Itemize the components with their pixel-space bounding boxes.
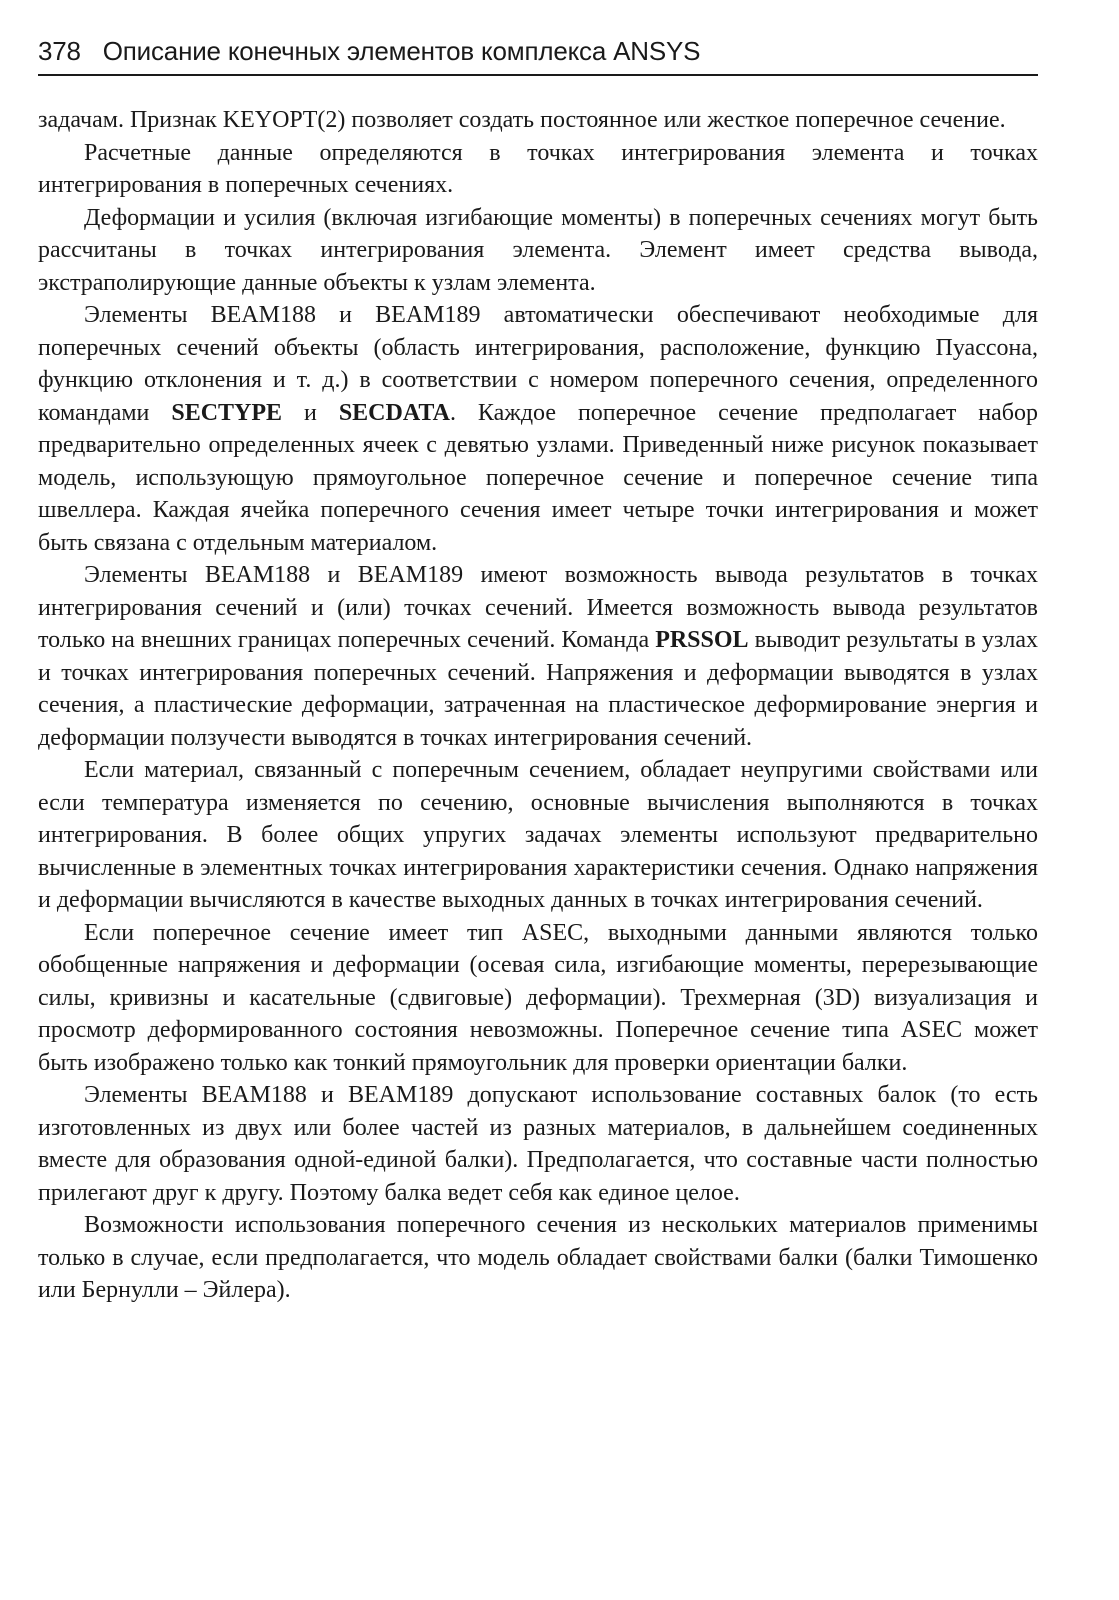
paragraph [38, 137, 1038, 202]
text-run: Расчетные данные определяются в точках интегрирования элемента и точках интегрирования в поперечных сечениях. [38, 139, 1038, 198]
paragraph [38, 559, 1038, 754]
text-run: Элементы BEAM188 и BEAM189 имеют возможность вывода результатов в точках интегрирования сечений и (или) точках сечений. Имеется возможность вывода результатов только на внешних границах поперечных сечений. Команда [38, 562, 1038, 653]
text-run: Если поперечное сечение имеет тип ASEC, выходными данными являются только обобщенные напряжения и деформации (осевая сила, изгибающие моменты, перерезывающие силы, кривизны и касательные (сдвиговые) деформации). Трехмерная (3D) визуализация и просмотр деформированного состояния невозможны. Поперечное сечение типа ASEC может быть изображено только как тонкий прямоугольник для проверки ориентации балки. [38, 919, 1038, 1076]
command-name: SECTYPE [171, 399, 283, 426]
text-run: Элементы BEAM188 и BEAM189 автоматически обеспечивают необходимые для поперечных сечений объекты (область интегрирования, расположение, функцию Пуассона, функцию отклонения и т. д.) в соответствии с номером поперечного сечения, определенного командами [38, 302, 1038, 426]
text-run: Элементы BEAM188 и BEAM189 допускают использование составных балок (то есть изготовленных из двух или более частей из разных материалов, в дальнейшем соединенных вместе для образования одной-единой балки). Предполагается, что составные части полностью прилегают друг к другу. Поэтому балка ведет себя как единое целое. [38, 1082, 1038, 1206]
text-run: Если материал, связанный с поперечным сечением, обладает неупругими свойствами или если температура изменяется по сечению, основные вычисления выполняются в точках интегрирования. В более общих упругих задачах элементы используют предварительно вычисленные в элементных точках интегрирования характеристики сечения. Однако напряжения и деформации вычисляются в качестве выходных данных в точках интегрирования сечений. [38, 757, 1038, 913]
running-title: Описание конечных элементов комплекса ANSYS [102, 36, 701, 66]
text-run: выводит результаты в узлах и точках интегрирования поперечных сечений. Напряжения и деформации выводятся в узлах сечения, а пластические деформации, затраченная на пластическое деформирование энергия и деформации ползучести выводятся в точках интегрирования сечений. [38, 627, 1038, 751]
running-head [38, 36, 1038, 76]
paragraph [38, 917, 1038, 1080]
paragraph [38, 299, 1038, 559]
page-number: 378 [38, 36, 81, 66]
text-run: и [282, 399, 339, 426]
command-name: SECDATA [338, 399, 450, 426]
book-page [38, 36, 1038, 1307]
text-run: . Каждое поперечное сечение предполагает набор предварительно определенных ячеек с девятью узлами. Приведенный ниже рисунок показывает модель, использующую прямоугольное поперечное сечение и поперечное сечение типа швеллера. Каждая ячейка поперечного сечения имеет четыре точки интегрирования и может быть связана с отдельным материалом. [38, 399, 1038, 556]
body-text [38, 104, 1038, 1307]
paragraph [38, 1209, 1038, 1307]
text-run: Деформации и усилия (включая изгибающие моменты) в поперечных сечениях могут быть рассчитаны в точках интегрирования элемента. Элемент имеет средства вывода, экстраполирующие данные объекты к узлам элемента. [38, 204, 1038, 296]
text-run: Возможности использования поперечного сечения из нескольких материалов применимы только в случае, если предполагается, что модель обладает свойствами балки (балки Тимошенко или Бернулли – Эйлера). [38, 1212, 1038, 1303]
paragraph [38, 104, 1038, 137]
paragraph [38, 754, 1038, 917]
command-name: PRSSOL [655, 627, 749, 653]
paragraph [38, 202, 1038, 300]
text-run: задачам. Признак KEYOPT(2) позволяет создать постоянное или жесткое поперечное сечение. [38, 107, 1006, 133]
paragraph [38, 1079, 1038, 1209]
